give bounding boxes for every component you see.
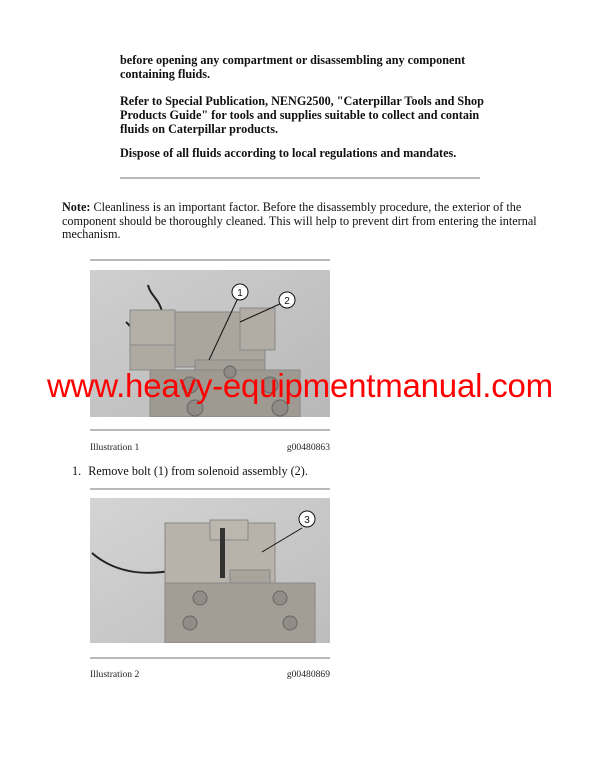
svg-text:3: 3	[304, 515, 310, 526]
illustration-2-id: g00480869	[286, 669, 330, 680]
note-paragraph	[62, 201, 542, 242]
illustration-1-id: g00480863	[286, 442, 330, 453]
note-label: Note:	[62, 200, 91, 214]
solenoid-removed-photo-icon	[90, 498, 330, 643]
note-text: Cleanliness is an important factor. Before the disassembly procedure, the exterior of the component should be thoroughly cleaned. This will help to prevent dirt from entering the internal mechanism.	[62, 200, 537, 241]
warning-paragraph-2: Refer to Special Publication, NENG2500, "Caterpillar Tools and Shop Products Guide" for tools and supplies suitable to collect and contain fluids on Caterpillar products.	[120, 94, 484, 136]
warning-paragraph-1: before opening any compartment or disassembling any component containing fluids.	[120, 53, 466, 81]
illustration-1-caption: Illustration 1	[90, 442, 140, 453]
warning-divider	[120, 177, 480, 179]
illustration-1-top-rule	[90, 259, 330, 261]
step-1-text: Remove bolt (1) from solenoid assembly (2).	[88, 464, 308, 478]
illustration-1-bottom-rule	[90, 429, 330, 431]
illustration-2-top-rule	[90, 488, 330, 490]
illustration-2-bottom-rule	[90, 657, 330, 659]
warning-paragraph-3: Dispose of all fluids according to local regulations and mandates.	[120, 146, 457, 160]
step-1-number: 1.	[72, 464, 82, 478]
svg-text:2: 2	[284, 296, 290, 307]
illustration-2-photo	[90, 498, 330, 643]
step-1	[72, 464, 308, 479]
illustration-2-caption: Illustration 2	[90, 669, 140, 680]
watermark-url: www.heavy-equipmentmanual.com	[47, 367, 553, 404]
svg-text:1: 1	[237, 288, 243, 299]
